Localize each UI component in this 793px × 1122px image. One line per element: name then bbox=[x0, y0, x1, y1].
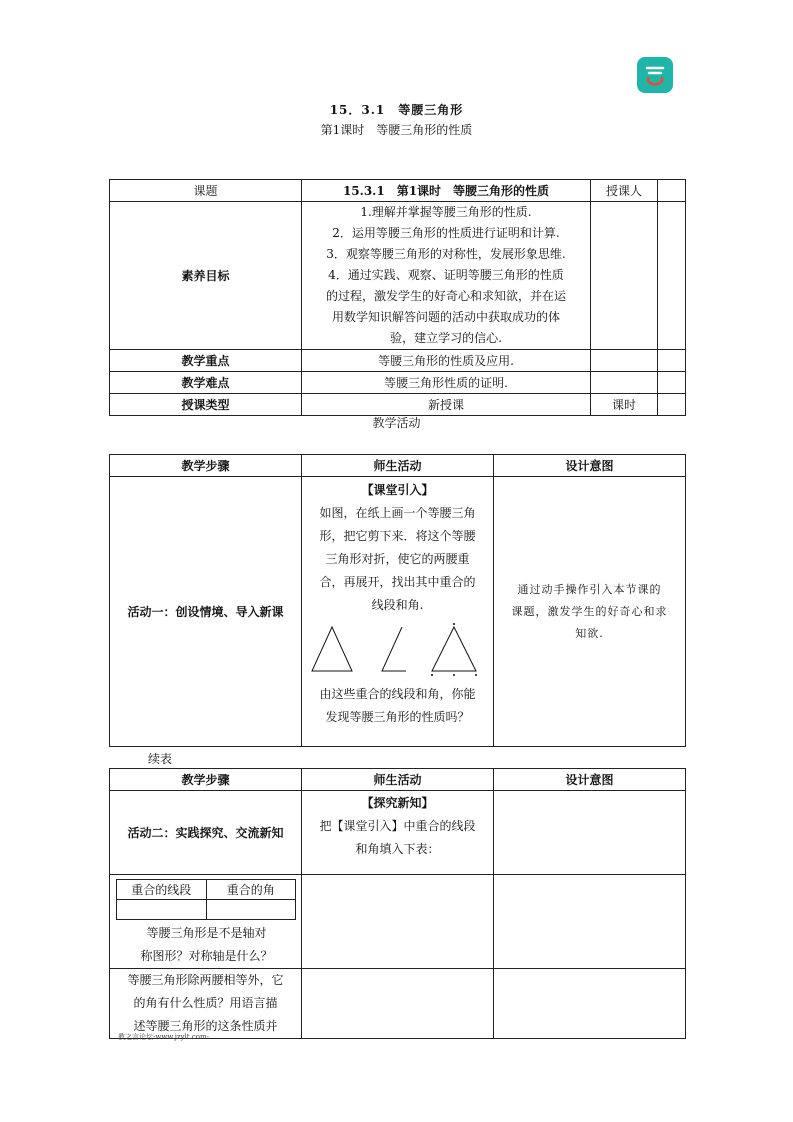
empty-cell bbox=[591, 372, 658, 394]
triangle-full bbox=[312, 627, 352, 671]
type-value: 新授课 bbox=[302, 394, 591, 416]
question2-cell bbox=[110, 969, 302, 1039]
document-title: 15．3.1 等腰三角形 bbox=[329, 103, 464, 117]
empty-cell bbox=[494, 969, 686, 1039]
intent-line: 知欲. bbox=[575, 626, 604, 640]
hours-value bbox=[658, 394, 686, 416]
goal-line: 的过程，激发学生的好奇心和求知欲，并在运 bbox=[325, 289, 566, 303]
goal-line: 2．运用等腰三角形的性质进行证明和计算. bbox=[332, 226, 560, 240]
intent-line: 通过动手操作引入本节课的 bbox=[517, 582, 662, 596]
goal-line: 4．通过实践、观察、证明等腰三角形的性质 bbox=[328, 268, 564, 282]
col-header-steps: 教学步骤 bbox=[110, 455, 302, 477]
empty-cell bbox=[494, 875, 686, 969]
goal-line: 3．观察等腰三角形的对称性，发展形象思维. bbox=[326, 247, 566, 261]
document-subtitle: 第1课时 等腰三角形的性质 bbox=[320, 123, 473, 137]
difficulty-label: 教学难点 bbox=[110, 372, 302, 394]
activity1-content bbox=[302, 477, 494, 747]
goal-line: 用数学知识解答问题的活动中获取成功的体 bbox=[331, 310, 560, 324]
triangle-folded bbox=[432, 627, 476, 671]
goals-cell bbox=[302, 202, 591, 350]
site-logo bbox=[637, 57, 673, 93]
activity1-question: 由这些重合的线段和角，你能 bbox=[319, 687, 476, 701]
question2-line: 等腰三角形除两腰相等外，它 bbox=[127, 973, 284, 987]
activities-caption: 教学活动 bbox=[372, 416, 421, 430]
activity1-intent bbox=[494, 477, 686, 747]
col-header-activity: 师生活动 bbox=[302, 455, 494, 477]
empty-cell bbox=[591, 202, 658, 350]
fill-in-cell bbox=[110, 875, 302, 969]
col-header-steps: 教学步骤 bbox=[110, 769, 302, 791]
col-header-intent: 设计意图 bbox=[494, 769, 686, 791]
overlap-angles-header: 重合的角 bbox=[206, 880, 296, 900]
activity1-text: 合，再展开，找出其中重合的 bbox=[319, 575, 476, 589]
activity1-heading: 【课堂引入】 bbox=[361, 483, 434, 497]
activity1-text: 形，把它剪下来．将这个等腰 bbox=[319, 529, 476, 543]
activity1-text: 线段和角. bbox=[371, 598, 424, 612]
activity2-content bbox=[302, 791, 494, 875]
activity2-text: 把【课堂引入】中重合的线段 bbox=[319, 819, 476, 833]
overlap-segments-input[interactable] bbox=[117, 900, 207, 920]
triangle-figures bbox=[306, 621, 488, 681]
teacher-value bbox=[658, 180, 686, 202]
focus-label: 教学重点 bbox=[110, 350, 302, 372]
hours-label: 课时 bbox=[591, 394, 658, 416]
activity1-text: 如图，在纸上画一个等腰三角 bbox=[319, 506, 476, 520]
empty-cell bbox=[658, 372, 686, 394]
activity1-step: 活动一：创设情境、导入新课 bbox=[110, 477, 302, 747]
activity2-heading: 【探究新知】 bbox=[361, 796, 434, 810]
question1-line: 等腰三角形是不是轴对 bbox=[146, 926, 267, 940]
activity2-text: 和角填入下表： bbox=[355, 842, 440, 856]
type-label: 授课类型 bbox=[110, 394, 302, 416]
overlap-segments-header: 重合的线段 bbox=[117, 880, 207, 900]
continued-table bbox=[109, 768, 686, 1039]
lesson-info-table bbox=[109, 179, 686, 416]
question1-line: 称图形？对称轴是什么？ bbox=[140, 949, 273, 963]
triangle-half bbox=[382, 627, 406, 671]
overlap-table bbox=[116, 879, 296, 920]
activity2-step: 活动二：实践探究、交流新知 bbox=[110, 791, 302, 875]
goals-label: 素养目标 bbox=[110, 202, 302, 350]
continued-label: 续表 bbox=[148, 752, 173, 766]
empty-cell bbox=[658, 202, 686, 350]
empty-cell bbox=[494, 791, 686, 875]
question2-line: 述等腰三角形的这条性质并 bbox=[133, 1019, 278, 1033]
empty-cell bbox=[302, 875, 494, 969]
overlap-angles-input[interactable] bbox=[206, 900, 296, 920]
teacher-label: 授课人 bbox=[591, 180, 658, 202]
empty-cell bbox=[658, 350, 686, 372]
activity1-text: 三角形对折，使它的两腰重 bbox=[325, 552, 470, 566]
footer-text: 教之言论坛-www.jzylt.com- bbox=[118, 1033, 209, 1041]
col-header-activity: 师生活动 bbox=[302, 769, 494, 791]
activities-table bbox=[109, 454, 686, 747]
goal-line: 1.理解并掌握等腰三角形的性质. bbox=[360, 205, 532, 219]
question2-line: 的角有什么性质？用语言描 bbox=[133, 996, 278, 1010]
difficulty-value: 等腰三角形性质的证明. bbox=[302, 372, 591, 394]
intent-line: 课题，激发学生的好奇心和求 bbox=[511, 604, 668, 618]
topic-label: 课题 bbox=[110, 180, 302, 202]
empty-cell bbox=[591, 350, 658, 372]
empty-cell bbox=[302, 969, 494, 1039]
focus-value: 等腰三角形的性质及应用. bbox=[302, 350, 591, 372]
goal-line: 验，建立学习的信心. bbox=[390, 331, 502, 345]
activity1-question: 发现等腰三角形的性质吗？ bbox=[325, 710, 470, 724]
topic-value: 15.3.1 第1课时 等腰三角形的性质 bbox=[302, 180, 591, 202]
col-header-intent: 设计意图 bbox=[494, 455, 686, 477]
